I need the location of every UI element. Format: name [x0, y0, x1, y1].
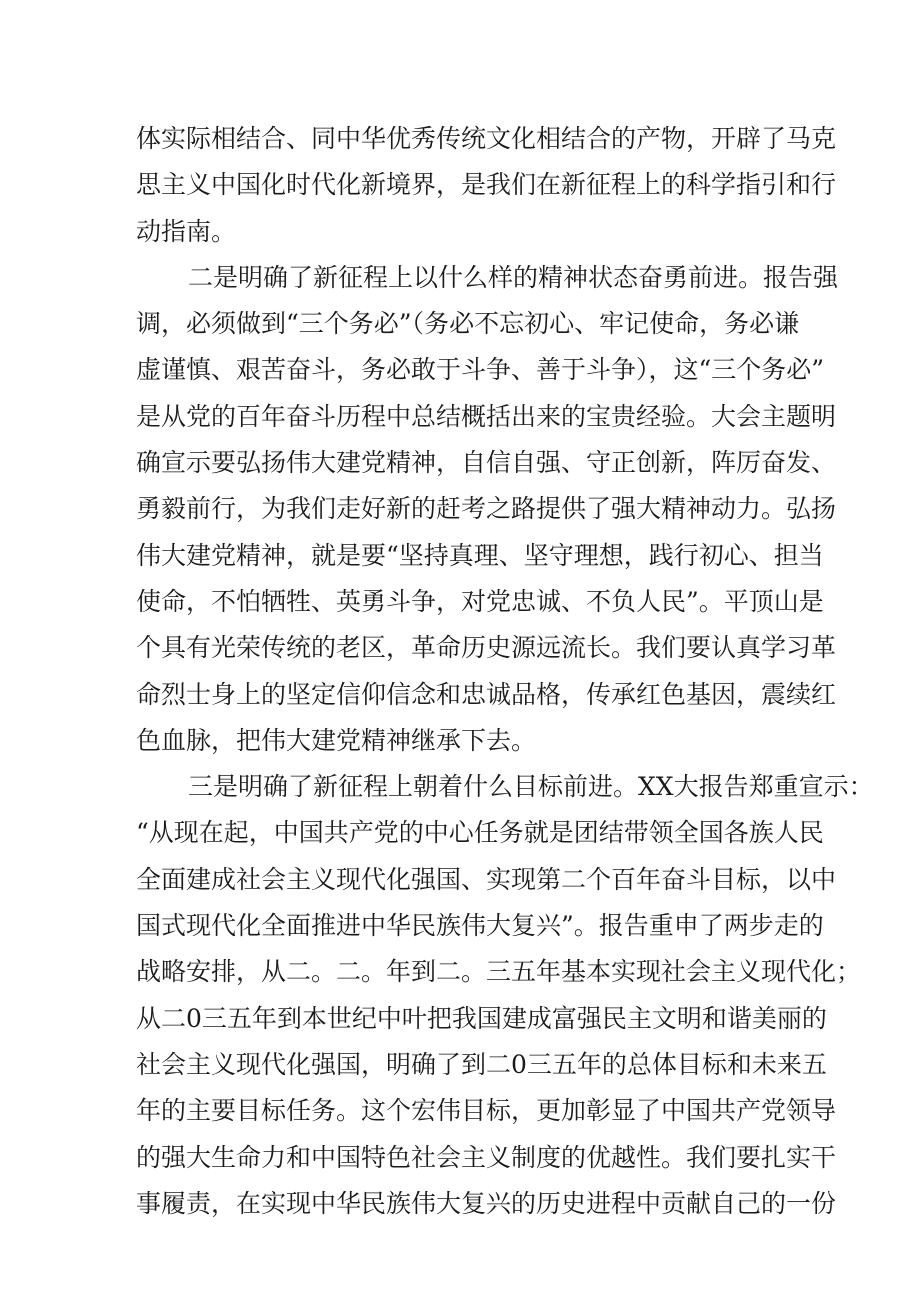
text-line: 伟大建党精神，就是要“坚持真理、坚守理想，践行初心、担当 — [136, 540, 824, 570]
text-line: 国式现代化全面推进中华民族伟大复兴”。报告重申了两步走的 — [136, 911, 824, 941]
text-line: 色血脉，把伟大建党精神继承下去。 — [136, 725, 537, 755]
body-text — [136, 116, 874, 1227]
paragraph-start-line: 三是明确了新征程上朝着什么目标前进。XX大报告郑重宣示： — [188, 772, 874, 802]
text-line: 使命，不怕牺牲、英勇斗争，对党忠诚、不负人民”。平顶山是 — [136, 586, 824, 616]
paragraph-start-line: 二是明确了新征程上以什么样的精神状态奋勇前进。报告强 — [188, 262, 839, 292]
text-line: 动指南。 — [136, 216, 237, 246]
text-line: 调，必须做到“三个务必”（务必不忘初心、牢记使命，务必谦 — [136, 309, 800, 339]
text-line: 事履责，在实现中华民族伟大复兴的历史进程中贡献自己的一份 — [136, 1188, 837, 1218]
text-line: 年的主要目标任务。这个宏伟目标，更加彰显了中国共产党领导 — [136, 1096, 837, 1126]
text-line: 个具有光荣传统的老区，革命历史源远流长。我们要认真学习革 — [136, 633, 837, 663]
text-line: 命烈士身上的坚定信仰信念和忠诚品格，传承红色基因，震续红 — [136, 679, 837, 709]
text-line: 思主义中国化时代化新境界，是我们在新征程上的科学指引和行 — [136, 170, 837, 200]
text-line: 战略安排，从二。二。年到二。三五年基本实现社会主义现代化； — [136, 957, 862, 987]
text-line: “从现在起，中国共产党的中心任务就是团结带领全国各族人民 — [136, 818, 824, 848]
text-line: 全面建成社会主义现代化强国、实现第二个百年奋斗目标，以中 — [136, 864, 837, 894]
text-line: 勇毅前行，为我们走好新的赶考之路提供了强大精神动力。弘扬 — [136, 494, 837, 524]
text-line: 是从党的百年奋斗历程中总结概括出来的宝贵经验。大会主题明 — [136, 401, 837, 431]
text-line: 虚谨慎、艰苦奋斗，务必敢于斗争、善于斗争），这“三个务必” — [136, 355, 825, 385]
text-line: 体实际相结合、同中华优秀传统文化相结合的产物，开辟了马克 — [136, 124, 837, 153]
text-line: 社会主义现代化强国，明确了到二0三五年的总体目标和未来五 — [136, 1049, 827, 1079]
text-line: 的强大生命力和中国特色社会主义制度的优越性。我们要扎实干 — [136, 1142, 837, 1172]
text-line: 从二0三五年到本世纪中叶把我国建成富强民主文明和谐美丽的 — [136, 1003, 827, 1033]
text-line: 确宣示要弘扬伟大建党精神，自信自强、守正创新，阵厉奋发、 — [136, 448, 837, 478]
